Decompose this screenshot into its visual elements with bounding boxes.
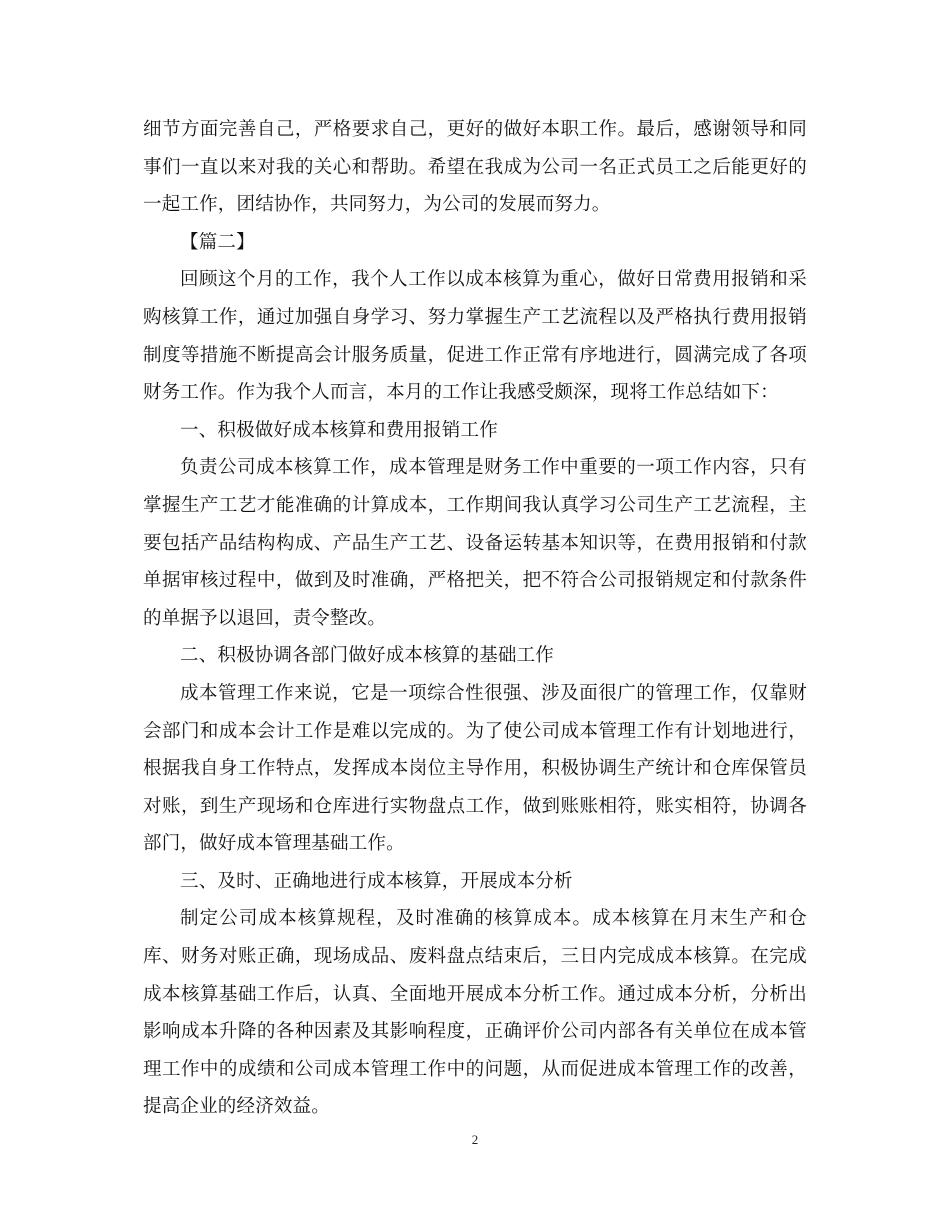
- text-line: 回顾这个月的工作，我个人工作以成本核算为重心，做好日常费用报销和采: [180, 269, 807, 291]
- text-line: 库、财务对账正确，现场成品、废料盘点结束后，三日内完成成本核算。在完成: [143, 946, 807, 968]
- text-line: 【篇二】: [180, 231, 255, 253]
- text-line: 细节方面完善自己，严格要求自己，更好的做好本职工作。最后，感谢领导和同: [143, 119, 807, 140]
- text-line: 制度等措施不断提高会计服务质量，促进工作正常有序地进行，圆满完成了各项: [143, 344, 807, 366]
- text-line: 根据我自身工作特点，发挥成本岗位主导作用，积极协调生产统计和仓库保管员: [143, 758, 807, 780]
- text-line: 事们一直以来对我的关心和帮助。希望在我成为公司一名正式员工之后能更好的: [143, 156, 807, 178]
- text-line: 成本管理工作来说，它是一项综合性很强、涉及面很广的管理工作，仅靠财: [180, 682, 807, 704]
- text-line: 掌握生产工艺才能准确的计算成本，工作期间我认真学习公司生产工艺流程，主: [143, 494, 807, 516]
- text-line: 要包括产品结构构成、产品生产工艺、设备运转基本知识等，在费用报销和付款: [143, 532, 807, 554]
- text-line: 的单据予以退回，责令整改。: [143, 607, 387, 629]
- text-line: 三、及时、正确地进行成本核算，开展成本分析: [180, 870, 573, 892]
- text-line: 一、积极做好成本核算和费用报销工作: [180, 419, 498, 441]
- text-line: 影响成本升降的各种因素及其影响程度，正确评价公司内部各有关单位在成本管: [143, 1021, 807, 1043]
- text-line: 一起工作，团结协作，共同努力，为公司的发展而努力。: [143, 194, 611, 216]
- text-line: 购核算工作，通过加强自身学习、努力掌握生产工艺流程以及严格执行费用报销: [143, 306, 807, 328]
- text-line: 部门，做好成本管理基础工作。: [143, 833, 405, 855]
- text-line: 制定公司成本核算规程，及时准确的核算成本。成本核算在月末生产和仓: [180, 908, 807, 930]
- text-line: 会部门和成本会计工作是难以完成的。为了使公司成本管理工作有计划地进行，: [143, 720, 807, 742]
- document-body: [143, 111, 807, 1126]
- text-line: 提高企业的经济效益。: [143, 1096, 331, 1118]
- text-line: 理工作中的成绩和公司成本管理工作中的问题，从而促进成本管理工作的改善，: [143, 1058, 807, 1080]
- text-line: 对账，到生产现场和仓库进行实物盘点工作，做到账账相符，账实相符，协调各: [143, 795, 807, 817]
- text-line: 财务工作。作为我个人而言，本月的工作让我感受颇深，现将工作总结如下：: [143, 382, 779, 404]
- text-line: 二、积极协调各部门做好成本核算的基础工作: [180, 645, 555, 667]
- text-line: 负责公司成本核算工作，成本管理是财务工作中重要的一项工作内容，只有: [180, 457, 807, 479]
- text-line: 单据审核过程中，做到及时准确，严格把关，把不符合公司报销规定和付款条件: [143, 570, 807, 592]
- text-line: 成本核算基础工作后，认真、全面地开展成本分析工作。通过成本分析，分析出: [143, 983, 807, 1005]
- page-number: 2: [471, 1132, 479, 1147]
